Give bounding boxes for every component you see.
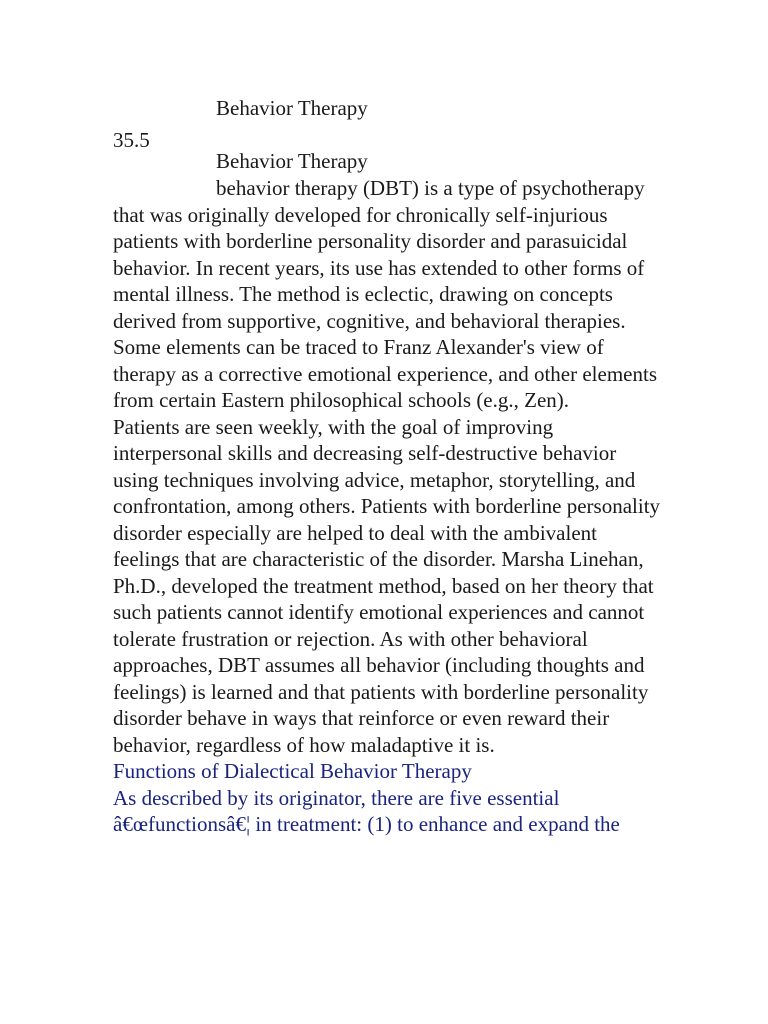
paragraph-1: behavior therapy (DBT) is a type of psychotherapy that was originally developed for chronically self-injurious patients with borderline personality disorder and parasuicidal behavior. In recent years, its use has extended to other forms of mental illness. The method is eclectic, drawing on concepts derived from supportive, cognitive, and behavioral therapies. Some elements can be traced to Franz Alexander's view of therapy as a corrective emotional experience, and other elements from certain Eastern philosophical schools (e.g., Zen). (113, 176, 657, 412)
heading-line-2: Behavior Therapy (216, 149, 368, 173)
heading-line-1: Behavior Therapy (216, 96, 368, 120)
section-number: 35.5 (113, 128, 150, 152)
section-subheading: Functions of Dialectical Behavior Therapy (113, 759, 472, 783)
paragraph-3: As described by its originator, there are five essential â€œfunctionsâ€¦ in treatment: (1) to enhance and expand the (113, 785, 620, 836)
paragraph-2: Patients are seen weekly, with the goal of improving interpersonal skills and decreasing self-destructive behavior using techniques involving advice, metaphor, storytelling, and confrontation, among others. Patients with borderline personality disorder especially are helped to deal with the ambivalent feelings that are characteristic of the disorder. Marsha Linehan, Ph.D., developed the treatment method, based on her theory that such patients cannot identify emotional experiences and cannot tolerate frustration or rejection. As with other behavioral approaches, DBT assumes all behavior (including thoughts and feelings) is learned and that patients with borderline personality disorder behave in ways that reinforce or even reward their behavior, regardless of how maladaptive it is. (113, 414, 661, 757)
document-body (113, 175, 661, 838)
